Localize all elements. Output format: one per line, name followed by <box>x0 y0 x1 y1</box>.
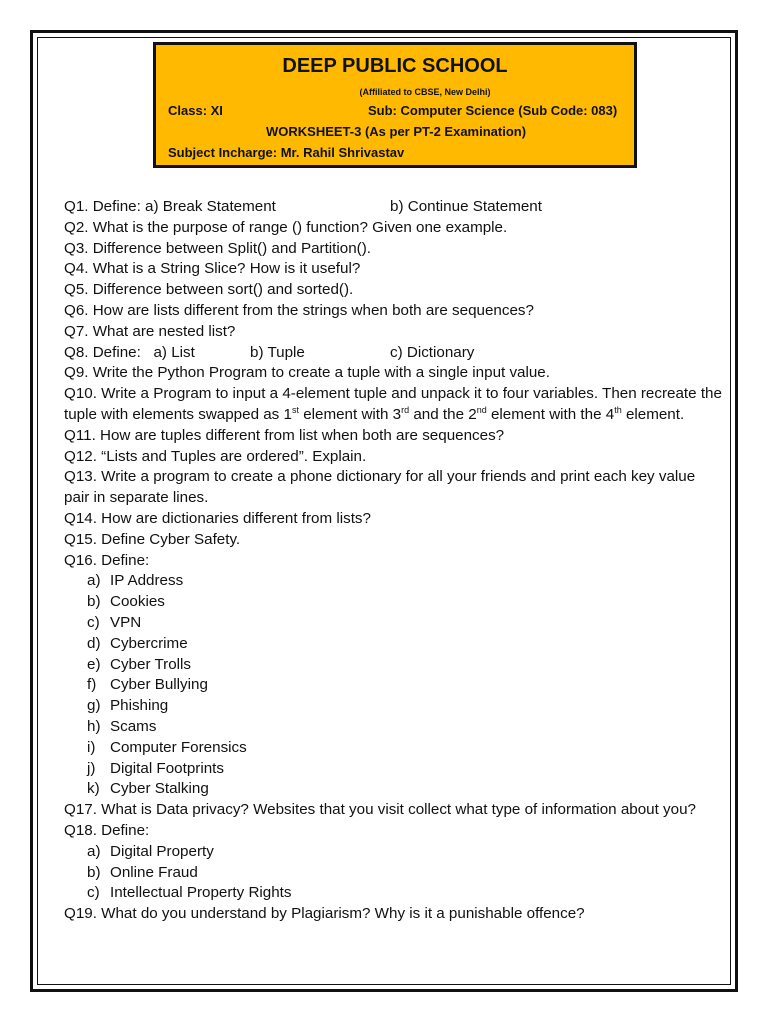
list-item-letter: i) <box>87 738 96 756</box>
list-item-letter: k) <box>87 780 100 798</box>
question-q7: Q7. What are nested list? <box>64 322 236 340</box>
question-q5: Q5. Difference between sort() and sorted(). <box>64 281 354 299</box>
list-item-text: Cyber Trolls <box>110 655 192 673</box>
question-q2: Q2. What is the purpose of range () function? Given one example. <box>64 218 508 236</box>
question-q9: Q9. Write the Python Program to create a tuple with a single input value. <box>64 364 550 382</box>
question-q19: Q19. What do you understand by Plagiarism? Why is it a punishable offence? <box>64 905 585 923</box>
question-q3: Q3. Difference between Split() and Partition(). <box>64 239 371 257</box>
q10-text-4: element with the 4 <box>486 405 615 423</box>
list-item-text: Computer Forensics <box>110 738 247 756</box>
list-item-letter: d) <box>87 634 101 652</box>
question-list <box>64 197 724 925</box>
q8-part-c: c) Dictionary <box>390 343 475 361</box>
list-item-letter: j) <box>87 759 96 777</box>
question-q13: Q13. Write a program to create a phone dictionary for all your friends and print each key value pair in separate lines. <box>64 468 696 507</box>
list-item <box>64 717 724 738</box>
q10-sup-4: th <box>614 404 622 415</box>
q1-part-a: Q1. Define: a) Break Statement <box>64 198 276 215</box>
list-item-letter: g) <box>87 697 101 715</box>
question-q8 <box>64 343 724 364</box>
list-item-text: Digital Footprints <box>110 759 224 777</box>
question-q6: Q6. How are lists different from the strings when both are sequences? <box>64 301 534 319</box>
question-q18-title: Q18. Define: <box>64 821 150 839</box>
q8-part-b: b) Tuple <box>250 343 305 361</box>
class-label: Class: XI <box>168 103 223 118</box>
question-q1 <box>64 197 724 218</box>
list-item-text: Intellectual Property Rights <box>110 884 292 902</box>
list-item-letter: c) <box>87 884 100 902</box>
list-item <box>64 738 724 759</box>
school-header <box>153 42 637 168</box>
list-item <box>64 634 724 655</box>
list-item-letter: e) <box>87 655 101 673</box>
q10-sup-1: st <box>291 404 299 415</box>
q10-text-1: Q10. Write a Program to input a 4-element tuple and unpack it to four variables. Then recreate the tuple with elements swapped as 1 <box>64 385 722 423</box>
q10-sup-2: rd <box>401 404 410 415</box>
list-item <box>64 779 724 800</box>
list-item-letter: a) <box>87 842 101 860</box>
question-q17: Q17. What is Data privacy? Websites that you visit collect what type of information about you? <box>64 801 696 819</box>
subject-incharge: Subject Incharge: Mr. Rahil Shrivastav <box>168 145 405 160</box>
worksheet-title: WORKSHEET-3 (As per PT-2 Examination) <box>266 124 527 139</box>
question-q10 <box>64 384 724 426</box>
list-item-letter: a) <box>87 572 101 590</box>
subject-label: Sub: Computer Science (Sub Code: 083) <box>368 103 618 118</box>
list-item-letter: b) <box>87 593 101 611</box>
q10-sup-3: nd <box>476 404 487 415</box>
list-item <box>64 571 724 592</box>
list-item <box>64 883 724 904</box>
question-q15: Q15. Define Cyber Safety. <box>64 530 241 548</box>
list-item-text: Scams <box>110 717 157 735</box>
q8-part-a: Q8. Define: a) List <box>64 343 195 361</box>
list-item-text: Cyber Bullying <box>110 676 208 694</box>
school-name: DEEP PUBLIC SCHOOL <box>282 55 508 77</box>
list-item-text: Digital Property <box>110 842 214 860</box>
question-q4: Q4. What is a String Slice? How is it useful? <box>64 260 361 278</box>
q1-part-b: b) Continue Statement <box>390 198 542 215</box>
list-item <box>64 696 724 717</box>
list-item-text: Phishing <box>110 697 169 715</box>
list-item <box>64 863 724 884</box>
list-item <box>64 759 724 780</box>
q10-text-5: element. <box>621 405 685 423</box>
list-item <box>64 842 724 863</box>
list-item-letter: f) <box>87 676 97 694</box>
list-item-text: Cookies <box>110 593 165 611</box>
list-item <box>64 613 724 634</box>
list-item-letter: b) <box>87 863 101 881</box>
list-item <box>64 655 724 676</box>
list-item-letter: h) <box>87 717 101 735</box>
q10-text-2: element with 3 <box>298 405 402 423</box>
list-item <box>64 675 724 696</box>
affiliation-note: (Affiliated to CBSE, New Delhi) <box>359 87 491 97</box>
list-item-text: Cybercrime <box>110 634 188 652</box>
list-item-text: Online Fraud <box>110 863 198 881</box>
question-q12: Q12. “Lists and Tuples are ordered”. Explain. <box>64 447 367 465</box>
q18-sublist <box>64 842 724 904</box>
list-item-text: VPN <box>110 613 142 631</box>
list-item-text: IP Address <box>110 572 184 590</box>
question-q14: Q14. How are dictionaries different from lists? <box>64 509 371 527</box>
list-item-letter: c) <box>87 613 100 631</box>
q16-sublist <box>64 571 724 800</box>
list-item <box>64 592 724 613</box>
list-item-text: Cyber Stalking <box>110 780 209 798</box>
question-q11: Q11. How are tuples different from list when both are sequences? <box>64 426 505 444</box>
q10-text-3: and the 2 <box>409 405 477 423</box>
question-q16-title: Q16. Define: <box>64 551 150 569</box>
